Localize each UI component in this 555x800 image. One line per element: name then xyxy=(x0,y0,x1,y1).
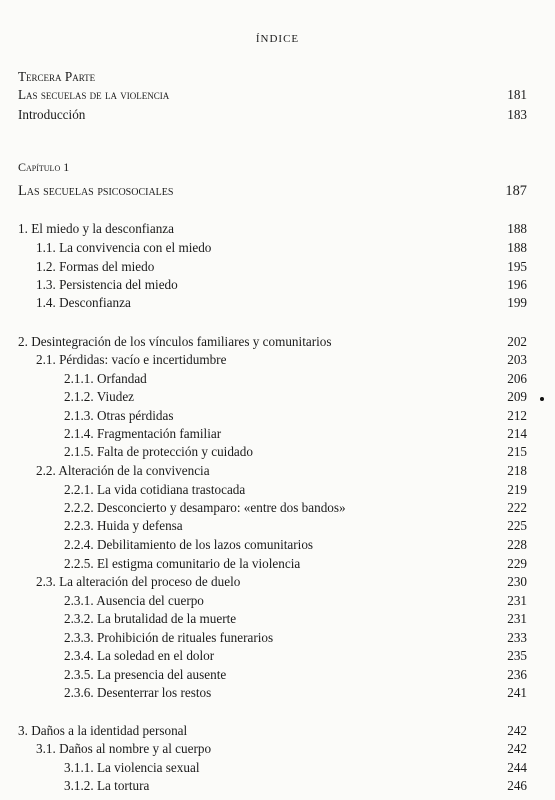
toc-entry-e2 xyxy=(0,333,555,351)
toc-entry-e2-1-4 xyxy=(0,425,555,443)
toc-entry-title xyxy=(64,481,245,499)
toc-entry-text: Daños a la identidad personal xyxy=(31,723,188,738)
toc-entry-e2-2-2 xyxy=(0,499,555,517)
toc-entry-title xyxy=(64,536,313,554)
toc-entry-text: Formas del miedo xyxy=(59,259,155,274)
toc-entry-number: 2.1.4. xyxy=(64,426,94,441)
toc-entry-number: 1.1. xyxy=(36,240,56,255)
toc-entry-text: Capítulo 1 xyxy=(18,160,70,174)
toc-entry-title xyxy=(36,740,211,758)
toc-entry-text: Desconcierto y desamparo: «entre dos bandos» xyxy=(96,500,346,515)
toc-entry-text: La alteración del proceso de duelo xyxy=(59,574,241,589)
toc-entry-text: La presencia del ausente xyxy=(96,667,227,682)
toc-entry-number: 1.3. xyxy=(36,277,56,292)
toc-entry-text: Desenterrar los restos xyxy=(96,685,212,700)
toc-entry-text: La brutalidad de la muerte xyxy=(96,611,237,626)
toc-entry-page: 242 xyxy=(507,723,527,738)
toc-entry-number: 2.3.3. xyxy=(64,630,94,645)
toc-entry-number: 1. xyxy=(18,221,28,236)
toc-entry-text: Daños al nombre y al cuerpo xyxy=(59,741,212,756)
toc-entry-page: 228 xyxy=(507,537,527,552)
toc-entry-e2-1-1 xyxy=(0,370,555,388)
toc-entry-number: 3.1.1. xyxy=(64,760,94,775)
toc-entry-page: 209 xyxy=(507,389,527,404)
toc-entry-secuelas-violencia xyxy=(0,86,555,104)
toc-entry-text: El estigma comunitario de la violencia xyxy=(96,556,301,571)
toc-entry-text: La vida cotidiana trastocada xyxy=(96,482,246,497)
toc-entry-e2-3-4 xyxy=(0,647,555,665)
toc-entry-title xyxy=(36,351,226,369)
toc-entry-e2-1-5 xyxy=(0,443,555,461)
toc-entry-title xyxy=(64,499,346,517)
toc-entry-secuelas-psicosociales xyxy=(0,182,555,200)
toc-entry-text: Orfandad xyxy=(96,371,147,386)
toc-entry-title xyxy=(64,666,226,684)
toc-entry-e2-3-5 xyxy=(0,666,555,684)
toc-entry-e2-3-6 xyxy=(0,684,555,702)
toc-entry-number: 3.1.2. xyxy=(64,778,94,793)
toc-entry-title xyxy=(18,106,85,124)
toc-entry-number: 2.2. xyxy=(36,463,56,478)
toc-entry-number: 2.2.2. xyxy=(64,500,94,515)
toc-entry-title xyxy=(64,425,221,443)
toc-entry-page: 229 xyxy=(507,556,527,571)
toc-entry-title xyxy=(18,333,332,351)
toc-entry-title xyxy=(64,610,236,628)
toc-entry-text: La convivencia con el miedo xyxy=(59,240,212,255)
toc-entry-page: 196 xyxy=(507,277,527,292)
toc-entry-text: Huida y defensa xyxy=(96,518,183,533)
toc-entry-number: 2.3.5. xyxy=(64,667,94,682)
toc-entry-text: La soledad en el dolor xyxy=(96,648,215,663)
toc-entry-number: 3. xyxy=(18,723,28,738)
toc-entry-text: Las secuelas de la violencia xyxy=(18,87,170,102)
toc-entry-title xyxy=(64,592,204,610)
toc-entry-e2-3-3 xyxy=(0,629,555,647)
toc-entry-page: 231 xyxy=(507,593,527,608)
toc-entry-number: 2.2.5. xyxy=(64,556,94,571)
toc-entry-text: Desintegración de los vínculos familiares y comunitarios xyxy=(31,334,332,349)
toc-entry-text: Ausencia del cuerpo xyxy=(96,593,204,608)
toc-entry-text: Desconfianza xyxy=(59,295,131,310)
toc-entry-title xyxy=(18,158,69,176)
toc-entry-text: Falta de protección y cuidado xyxy=(96,444,253,459)
toc-entry-title xyxy=(18,86,169,104)
toc-entry-page: 202 xyxy=(507,334,527,349)
toc-entry-title xyxy=(36,294,131,312)
toc-entry-number: 2.3.6. xyxy=(64,685,94,700)
toc-entry-title xyxy=(64,759,200,777)
toc-entry-text: El miedo y la desconfianza xyxy=(31,221,174,236)
toc-entry-number: 2.2.3. xyxy=(64,518,94,533)
toc-entry-page: 215 xyxy=(507,444,527,459)
toc-entry-number: 1.4. xyxy=(36,295,56,310)
toc-entry-page: 183 xyxy=(507,107,527,122)
toc-entry-capitulo-1 xyxy=(0,158,555,176)
toc-entry-title xyxy=(64,517,183,535)
toc-entry-page: 235 xyxy=(507,648,527,663)
toc-entry-e1 xyxy=(0,220,555,238)
toc-entry-page: 225 xyxy=(507,518,527,533)
toc-entry-number: 3.1. xyxy=(36,741,56,756)
toc-entry-e1-1 xyxy=(0,239,555,257)
toc-entry-number: 2.1.3. xyxy=(64,408,94,423)
toc-entry-text: Debilitamiento de los lazos comunitarios xyxy=(96,537,314,552)
toc-entry-page: 230 xyxy=(507,574,527,589)
toc-entry-e3-1 xyxy=(0,740,555,758)
toc-entry-title xyxy=(18,722,187,740)
toc-entry-text: Las secuelas psicosociales xyxy=(18,183,174,199)
toc-entry-number: 2.3. xyxy=(36,574,56,589)
toc-entry-e2-2-1 xyxy=(0,481,555,499)
toc-entry-number: 2.2.4. xyxy=(64,537,94,552)
toc-entry-text: Prohibición de rituales funerarios xyxy=(96,630,274,645)
toc-entry-text: Persistencia del miedo xyxy=(59,277,178,292)
toc-entry-page: 206 xyxy=(507,371,527,386)
toc-entry-number: 2. xyxy=(18,334,28,349)
toc-entry-page: 188 xyxy=(507,221,527,236)
toc-entry-number: 2.3.4. xyxy=(64,648,94,663)
toc-entry-text: Fragmentación familiar xyxy=(96,426,222,441)
toc-entry-title xyxy=(18,68,95,86)
toc-entry-introduccion xyxy=(0,106,555,124)
toc-entry-number: 2.1.1. xyxy=(64,371,94,386)
toc-entry-page: 214 xyxy=(507,426,527,441)
toc-entry-e2-3-1 xyxy=(0,592,555,610)
toc-entry-title xyxy=(64,443,253,461)
toc-entry-e2-3 xyxy=(0,573,555,591)
toc-entry-tercera-parte xyxy=(0,68,555,86)
toc-entry-number: 2.2.1. xyxy=(64,482,94,497)
page-header: ÍNDICE xyxy=(255,33,300,45)
toc-entry-e3-1-1 xyxy=(0,759,555,777)
toc-entry-page: 187 xyxy=(505,183,527,199)
toc-entry-title xyxy=(64,629,273,647)
toc-entry-e1-4 xyxy=(0,294,555,312)
toc-entry-page: 212 xyxy=(507,408,527,423)
toc-entry-e2-1-2 xyxy=(0,388,555,406)
toc-entry-text: Otras pérdidas xyxy=(96,408,174,423)
toc-entry-text: Tercera Parte xyxy=(18,69,96,84)
toc-entry-text: Alteración de la convivencia xyxy=(58,463,210,478)
toc-entry-e2-2-5 xyxy=(0,555,555,573)
toc-entry-title xyxy=(64,370,147,388)
toc-entry-title xyxy=(64,407,174,425)
toc-entry-page: 195 xyxy=(507,259,527,274)
toc-entry-number: 2.1.2. xyxy=(64,389,94,404)
toc-entry-page: 241 xyxy=(507,685,527,700)
toc-entry-page: 233 xyxy=(507,630,527,645)
toc-entry-page: 222 xyxy=(507,500,527,515)
toc-entry-title xyxy=(64,647,214,665)
toc-entry-title xyxy=(18,220,174,238)
toc-entry-page: 181 xyxy=(507,87,527,102)
toc-entry-text: La violencia sexual xyxy=(96,760,200,775)
toc-entry-page: 236 xyxy=(507,667,527,682)
toc-entry-page: 199 xyxy=(507,295,527,310)
toc-entry-e2-2-3 xyxy=(0,517,555,535)
toc-entry-number: 2.3.1. xyxy=(64,593,94,608)
toc-entry-page: 219 xyxy=(507,482,527,497)
toc-entry-number: 2.1. xyxy=(36,352,56,367)
toc-entry-title xyxy=(64,684,211,702)
toc-entry-number: 2.1.5. xyxy=(64,444,94,459)
toc-entry-page: 218 xyxy=(507,463,527,478)
toc-entry-title xyxy=(36,258,154,276)
toc-entry-text: Introducción xyxy=(18,107,86,122)
toc-entry-title xyxy=(64,777,149,795)
toc-entry-text: Viudez xyxy=(96,389,135,404)
toc-entry-page: 242 xyxy=(507,741,527,756)
toc-entry-e2-1 xyxy=(0,351,555,369)
toc-entry-e2-3-2 xyxy=(0,610,555,628)
toc-entry-title xyxy=(64,388,134,406)
toc-entry-page: 246 xyxy=(507,778,527,793)
toc-entry-number: 1.2. xyxy=(36,259,56,274)
toc-entry-e2-1-3 xyxy=(0,407,555,425)
toc-entry-title xyxy=(36,239,211,257)
toc-entry-page: 188 xyxy=(507,240,527,255)
toc-entry-page: 203 xyxy=(507,352,527,367)
toc-entry-title xyxy=(18,182,173,200)
toc-entry-page: 244 xyxy=(507,760,527,775)
toc-entry-title xyxy=(36,462,210,480)
toc-entry-e2-2 xyxy=(0,462,555,480)
scan-speck xyxy=(540,397,544,401)
toc-entry-title xyxy=(64,555,300,573)
toc-entry-e3-1-2 xyxy=(0,777,555,795)
toc-entry-text: La tortura xyxy=(96,778,150,793)
toc-entry-title xyxy=(36,276,178,294)
toc-entry-e2-2-4 xyxy=(0,536,555,554)
toc-entry-e1-2 xyxy=(0,258,555,276)
toc-entry-page: 231 xyxy=(507,611,527,626)
toc-entry-number: 2.3.2. xyxy=(64,611,94,626)
toc-entry-title xyxy=(36,573,240,591)
toc-entry-e1-3 xyxy=(0,276,555,294)
toc-entry-text: Pérdidas: vacío e incertidumbre xyxy=(59,352,227,367)
toc-entry-e3 xyxy=(0,722,555,740)
